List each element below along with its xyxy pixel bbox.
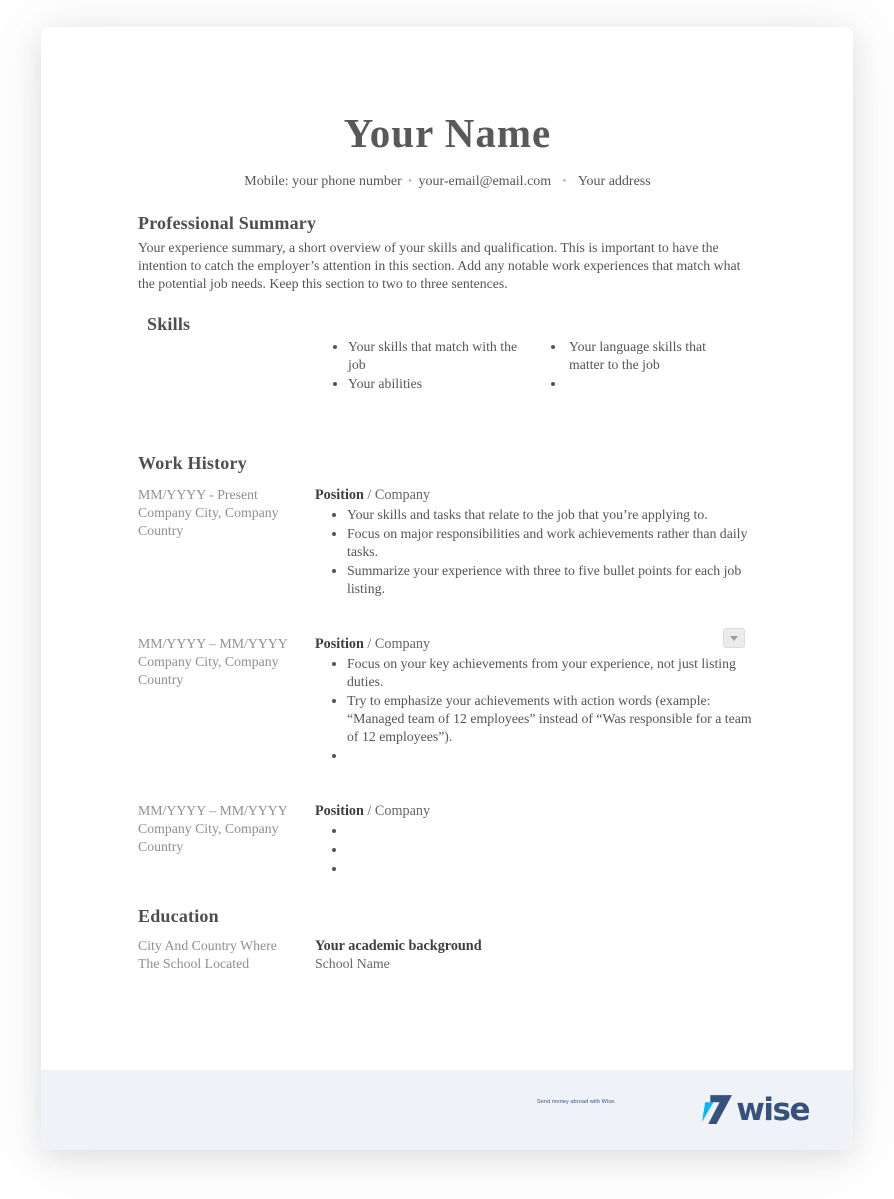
skill-item: • Your skills that match with the job: [348, 338, 520, 374]
contact-mobile: Mobile: your phone number: [244, 174, 402, 190]
bullet-item: • Focus on major responsibilities and work achievements rather than daily tasks.: [347, 525, 757, 561]
work-bullet-list: [315, 506, 757, 598]
wise-wordmark: wise: [736, 1091, 809, 1128]
education-school: School Name: [315, 956, 390, 972]
position-line: [315, 802, 757, 820]
bullet-item: • Your skills and tasks that relate to the job that you’re applying to.: [347, 506, 757, 524]
work-entry-1: [138, 486, 757, 599]
work-entry-location: Company City, Company Country: [138, 821, 279, 855]
contact-line: [138, 174, 757, 190]
bullet-item: [347, 747, 757, 765]
work-bullet-list: [315, 655, 757, 765]
summary-heading: Professional Summary: [138, 213, 317, 234]
bullet-item: • Summarize your experience with three to five bullet points for each job listing.: [347, 562, 757, 598]
chevron-down-icon: [730, 636, 738, 641]
footer-band: [41, 1070, 853, 1150]
position-line: [315, 635, 757, 653]
position-line: [315, 486, 757, 504]
work-entry-location: Company City, Company Country: [138, 654, 279, 688]
work-entry-dates: MM/YYYY - Present: [138, 487, 258, 503]
work-entry-dates: MM/YYYY – MM/YYYY: [138, 636, 288, 652]
skill-item: • Your language skills that matter to the job: [566, 338, 729, 374]
wise-logo: [700, 1093, 809, 1126]
bullet-item: [347, 860, 757, 878]
work-entry-2: [138, 635, 757, 766]
education-heading: Education: [138, 906, 219, 927]
work-entry-location: Company City, Company Country: [138, 505, 279, 539]
resume-page: [41, 27, 853, 1150]
position-label: Position: [315, 487, 364, 504]
skills-column-1: [334, 338, 520, 394]
skill-item: [566, 375, 729, 393]
work-bullet-list: [315, 822, 757, 878]
bullet-item: • Try to emphasize your achievements with action words (example: “Managed team of 12 employees” instead of “Was responsible for a team of 12 employees”).: [347, 692, 757, 746]
work-entry-dates: MM/YYYY – MM/YYYY: [138, 803, 288, 819]
skills-column-2: [549, 338, 729, 394]
collapse-dropdown-button[interactable]: [723, 628, 745, 648]
summary-text: Your experience summary, a short overview of your skills and qualification. This is important to have the intention to catch the employer’s attention in this section. Add any notable work experiences that match what the potential job needs. Keep this section to two to three sentences.: [138, 240, 741, 292]
separator-dot-icon: ·: [562, 174, 567, 190]
contact-address: Your address: [577, 174, 651, 190]
resume-content: [41, 27, 853, 973]
education-location: City And Country Where The School Located: [138, 938, 277, 972]
education-entry: [138, 937, 757, 973]
bullet-item: [347, 841, 757, 859]
skills-heading: Skills: [147, 314, 191, 335]
skills-columns: [334, 338, 757, 394]
work-history-heading: Work History: [138, 453, 247, 474]
company-label: / Company: [367, 487, 431, 504]
skill-item: • Your abilities: [348, 375, 520, 393]
name-title: Your Name: [343, 110, 552, 156]
position-label: Position: [315, 636, 364, 653]
work-entry-3: [138, 802, 757, 879]
footer-tagline: Send money abroad with Wise.: [537, 1099, 616, 1105]
wise-flag-icon: [700, 1093, 733, 1126]
separator-dot-icon: ·: [407, 174, 413, 190]
bullet-item: [347, 822, 757, 840]
contact-email: your-email@email.com: [418, 174, 552, 190]
bullet-item: • Focus on your key achievements from your experience, not just listing duties.: [347, 655, 757, 691]
company-label: / Company: [367, 636, 431, 653]
position-label: Position: [315, 803, 364, 820]
company-label: / Company: [367, 803, 431, 820]
education-degree: Your academic background: [315, 938, 482, 955]
